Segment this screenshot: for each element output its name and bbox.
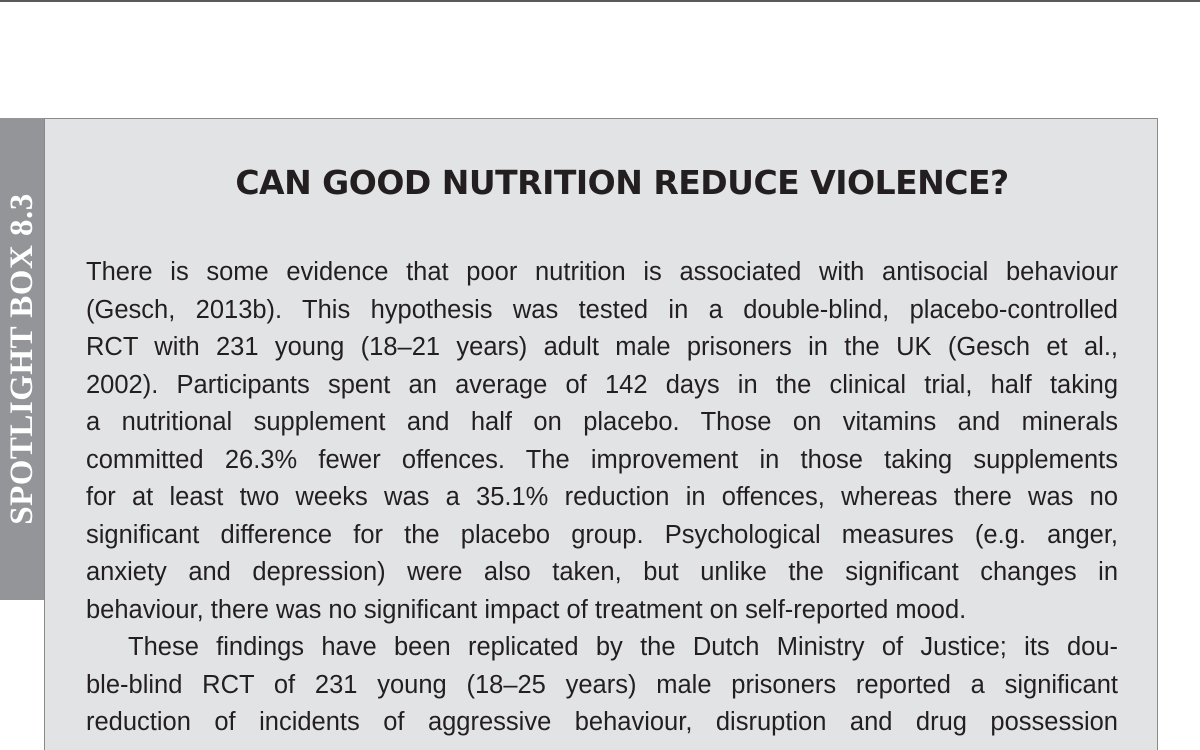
text-line: (Gesch, 2013b). This hypothesis was tested in a double-blind, placebo-controlled bbox=[86, 295, 1118, 324]
text-line: committed 26.3% fewer offences. The improvement in those taking supplements bbox=[86, 445, 1118, 474]
text-line: RCT with 231 young (18–21 years) adult male prisoners in the UK (Gesch et al., bbox=[86, 333, 1118, 361]
spotlight-body bbox=[86, 254, 1118, 742]
text-line: significant difference for the placebo group. Psychological measures (e.g. anger, bbox=[86, 520, 1118, 549]
text-line: a nutritional supplement and half on placebo. Those on vitamins and minerals bbox=[86, 408, 1118, 436]
text-line: reduction of incidents of aggressive behaviour, disruption and drug possession bbox=[86, 708, 1118, 736]
text-line: behaviour, there was no significant impact of treatment on self-reported mood. bbox=[86, 595, 967, 624]
spotlight-label: SPOTLIGHT BOX 8.3 bbox=[4, 193, 40, 525]
paragraph-1 bbox=[86, 254, 1118, 629]
text-line: 2002). Participants spent an average of 142 days in the clinical trial, half taking bbox=[86, 370, 1118, 399]
spotlight-title: CAN GOOD NUTRITION REDUCE VIOLENCE? bbox=[235, 163, 1009, 202]
text-line: anxiety and depression) were also taken, but unlike the significant changes in bbox=[86, 558, 1118, 586]
top-rule bbox=[0, 0, 1200, 2]
text-line: ble-blind RCT of 231 young (18–25 years) male prisoners reported a significant bbox=[86, 670, 1118, 699]
paragraph-2 bbox=[86, 629, 1118, 742]
text-line: There is some evidence that poor nutrition is associated with antisocial behaviour bbox=[86, 258, 1118, 286]
text-line: for at least two weeks was a 35.1% reduction in offences, whereas there was no bbox=[86, 483, 1118, 511]
text-line: These findings have been replicated by the Dutch Ministry of Justice; its dou- bbox=[128, 633, 1118, 661]
